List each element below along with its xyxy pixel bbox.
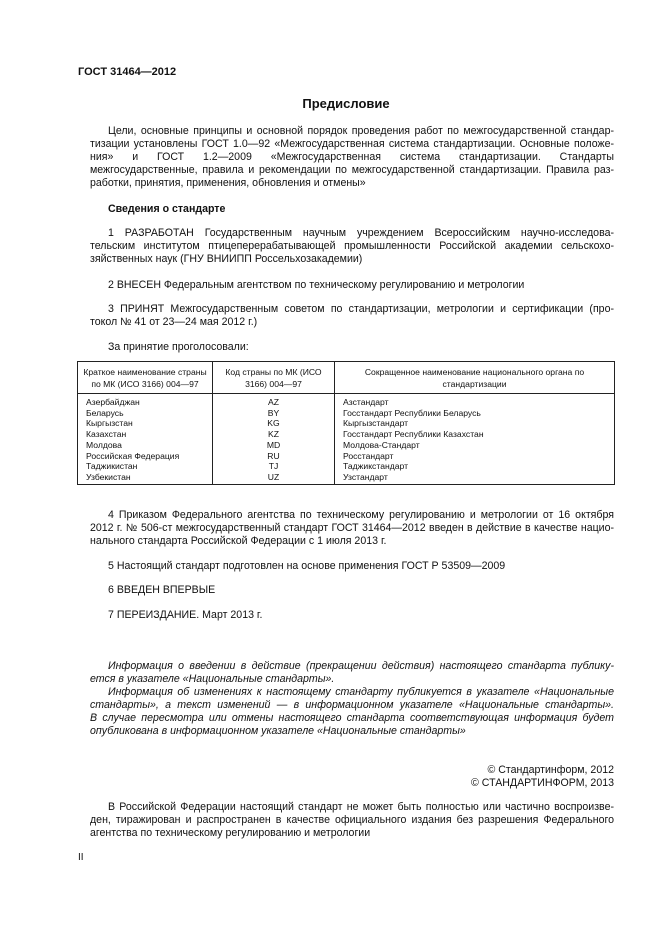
table-row [78,408,615,419]
code-cell: RU [213,451,335,462]
code-cell: KG [213,418,335,429]
table-header: Краткое наименование страны по МК (ИСО 3166) 004—97 [78,362,213,394]
text-line: стандарты», а текст изменений — в информационном указателе «Национальные стандарты». [90,699,614,711]
table-row [78,472,615,484]
country-cell: Казахстан [78,429,213,440]
agency-cell: Азстандарт [335,394,615,408]
item-7-paragraph [90,609,614,622]
text-line: Информация о введении в действие (прекращении действия) настоящего стандарта публику- [108,660,614,672]
country-cell: Узбекистан [78,472,213,484]
text-line: ния» и ГОСТ 1.2—2009 «Межгосударственная система стандартизации. Стандарты [90,151,614,163]
agency-cell: Кыргызстандарт [335,418,615,429]
country-cell: Кыргызстан [78,418,213,429]
agency-cell: Узстандарт [335,472,615,484]
text-line: 6 ВВЕДЕН ВПЕРВЫЕ [108,584,216,596]
text-line: зяйственных наук (ГНУ ВНИИПП Россельхозакадемии) [90,253,363,265]
table-row [78,429,615,440]
vote-label: За принятие проголосовали: [108,341,249,353]
italic-info-2 [90,686,614,738]
text-line: 4 Приказом Федерального агентства по техническому регулированию и метрологии от 16 октября [108,509,614,521]
copyright-2013: © СТАНДАРТИНФОРМ, 2013 [471,777,614,789]
item-3-paragraph [90,303,614,329]
text-line: тизации установлены ГОСТ 1.0—92 «Межгосударственная система стандартизации. Основные положе- [90,138,614,150]
agency-cell: Таджикстандарт [335,461,615,472]
text-line: 3 ПРИНЯТ Межгосударственным советом по стандартизации, метрологии и сертификации (про- [108,303,614,315]
code-cell: AZ [213,394,335,408]
text-line: тельским институтом птицеперерабатывающей промышленности Российской академии сельскохо- [90,240,614,252]
text-line: токол № 41 от 23—24 мая 2012 г.) [90,316,258,328]
code-cell: BY [213,408,335,419]
table-row [78,440,615,451]
info-heading: Сведения о стандарте [108,203,226,215]
page-title: Предисловие [302,96,390,111]
text-line: ется в указателе «Национальные стандарты». [90,673,335,685]
final-paragraph [90,801,614,840]
item-2-paragraph [90,279,614,292]
text-line: нального стандарта Российской Федерации с 1 июля 2013 г. [90,535,387,547]
item-5-paragraph [90,560,614,573]
text-line: работки, принятия, применения, обновления и отмены» [90,177,366,189]
document-header: ГОСТ 31464—2012 [78,66,177,78]
country-cell: Беларусь [78,408,213,419]
table-header: Сокращенное наименование национального органа по стандартизации [335,362,615,394]
text-line: В Российской Федерации настоящий стандарт не может быть полностью или частично воспроизве- [108,801,614,813]
copyright-2012: © Стандартинформ, 2012 [487,764,614,776]
table-row [78,451,615,462]
code-cell: UZ [213,472,335,484]
code-cell: KZ [213,429,335,440]
text-line: 1 РАЗРАБОТАН Государственным научным учреждением Всероссийским научно-исследова- [108,227,614,239]
agency-cell: Росстандарт [335,451,615,462]
text-line: ден, тиражирован и распространен в качестве официального издания без разрешения Федерального [90,814,614,826]
country-cell: Азербайджан [78,394,213,408]
page-number: II [78,852,84,863]
table-header: Код страны по МК (ИСО 3166) 004—97 [213,362,335,394]
agency-cell: Госстандарт Республики Беларусь [335,408,615,419]
agency-cell: Молдова-Стандарт [335,440,615,451]
text-line: 7 ПЕРЕИЗДАНИЕ. Март 2013 г. [108,609,263,621]
text-line: 5 Настоящий стандарт подготовлен на основе применения ГОСТ Р 53509—2009 [108,560,506,572]
country-cell: Молдова [78,440,213,451]
agency-cell: Госстандарт Республики Казахстан [335,429,615,440]
country-cell: Российская Федерация [78,451,213,462]
text-line: 2012 г. № 506-ст межгосударственный стандарт ГОСТ 31464—2012 введен в действие в качестве нацио- [90,522,614,534]
item-1-paragraph [90,227,614,266]
table-row [78,461,615,472]
table-row [78,418,615,429]
text-line: агентства по техническому регулированию и метрологии [90,827,371,839]
code-cell: MD [213,440,335,451]
item-6-paragraph [90,584,614,597]
table-row [78,394,615,408]
italic-info-1 [90,660,614,686]
text-line: В случае пересмотра или отмены настоящего стандарта соответствующая информация будет [90,712,614,724]
voting-table [77,361,615,485]
text-line: межгосударственные, правила и рекомендации по межгосударственной стандартизации. Правила раз- [90,164,614,176]
item-4-paragraph [90,509,614,548]
intro-paragraph [90,125,614,190]
country-cell: Таджикистан [78,461,213,472]
text-line: 2 ВНЕСЕН Федеральным агентством по техническому регулированию и метрологии [108,279,525,291]
code-cell: TJ [213,461,335,472]
text-line: Цели, основные принципы и основной порядок проведения работ по межгосударственной стандар- [108,125,614,137]
text-line: опубликована в информационном указателе «Национальные стандарты» [90,725,466,737]
text-line: Информация об изменениях к настоящему стандарту публикуется в указателе «Национальные [108,686,614,698]
